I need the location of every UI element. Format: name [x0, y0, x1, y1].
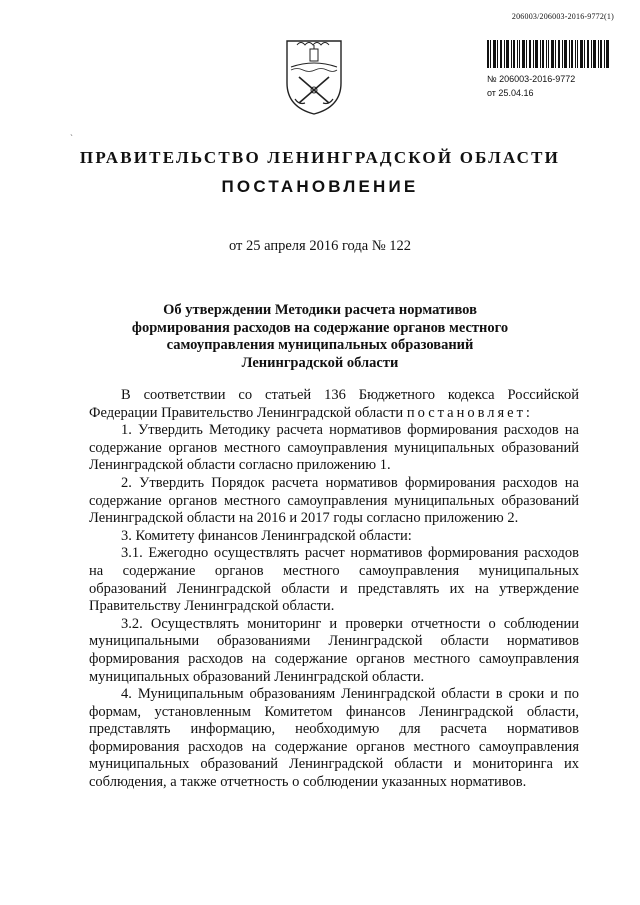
document-type: ПОСТАНОВЛЕНИЕ [221, 177, 419, 196]
registration-date: от 25.04.16 [487, 88, 534, 98]
title-line: формирования расходов на содержание органов местного [131, 319, 509, 336]
title-line: самоуправления муниципальных образований [166, 337, 474, 353]
body-paragraph: 3.1. Ежегодно осуществлять расчет нормативов формирования расходов на содержание органов местного самоуправления муниципальных образований Ленинградской области и представлять их на утверждение Правительству Ленинградской области. [89, 545, 579, 615]
registration-number: № 206003-2016-9772 [487, 74, 576, 84]
document-title [100, 302, 540, 372]
barcode [487, 40, 611, 68]
body-paragraph: 3. Комитету финансов Ленинградской области: [121, 527, 412, 544]
decree-word: постановляет: [406, 404, 533, 421]
issuing-authority: ПРАВИТЕЛЬСТВО ЛЕНИНГРАДСКОЙ ОБЛАСТИ [79, 148, 561, 167]
preamble-paragraph [89, 387, 579, 422]
preamble-text: В соответствии со статьей 136 Бюджетного кодекса Российской Федерации Правительство Ленинградской области [89, 387, 579, 421]
title-line: Об утверждении Методики расчета нормативов [163, 302, 477, 318]
body-paragraph: 2. Утвердить Порядок расчета нормативов формирования расходов на содержание органов местного самоуправления муниципальных образований Ленинградской области на 2016 и 2017 годы согласно приложению 2. [89, 474, 579, 527]
body-paragraph: 4. Муниципальным образованиям Ленинградской области в сроки и по формам, установленным Комитетом финансов Ленинградской области, представлять информацию, необходимую для расчета нормативов формирования расходов на содержание органов местного самоуправления муниципальных образований Ленинградской области и мониторинга их соблюдения, а также отчетность о соблюдении указанных нормативов. [89, 686, 579, 791]
document-body [89, 387, 579, 792]
title-line: Ленинградской области [241, 354, 399, 371]
coat-of-arms-emblem [283, 37, 345, 117]
document-id: 206003/206003-2016-9772(1) [511, 12, 614, 21]
body-paragraph: 3.2. Осуществлять мониторинг и проверки отчетности о соблюдении муниципальными образованиями Ленинградской области нормативов формирования расходов на содержание органов местного самоуправления муниципальных образований Ленинградской области. [89, 615, 579, 685]
scan-mark: ` [70, 133, 73, 143]
body-paragraph: 1. Утвердить Методику расчета нормативов формирования расходов на содержание органов местного самоуправления муниципальных образований Ленинградской области согласно приложению 1. [89, 422, 579, 474]
document-date: от 25 апреля 2016 года № 122 [228, 238, 412, 254]
registration-stamp [487, 72, 575, 100]
